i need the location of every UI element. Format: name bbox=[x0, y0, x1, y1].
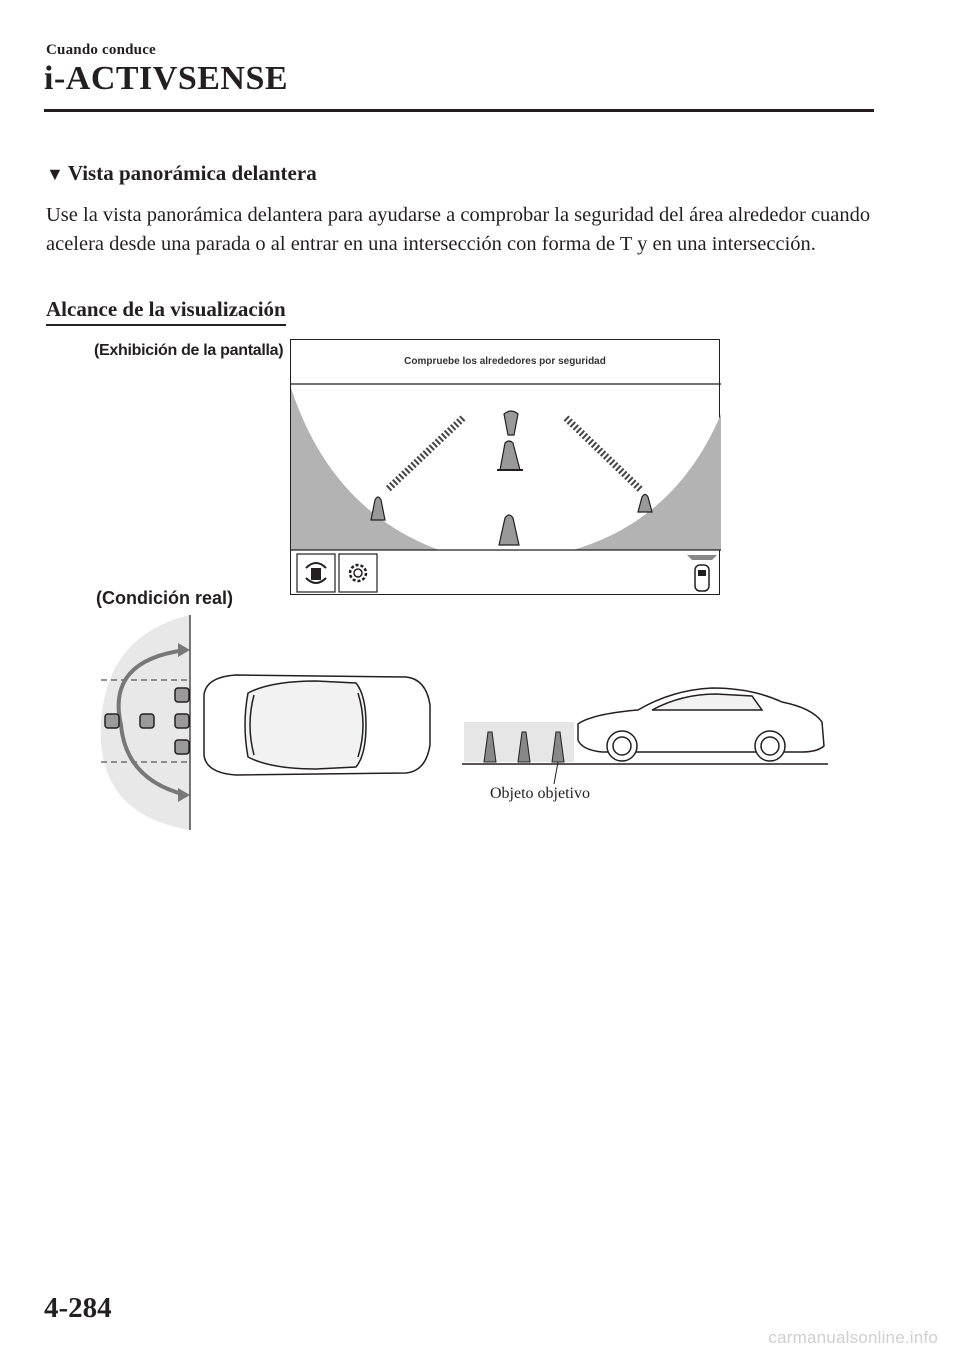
camera-switch-icon[interactable] bbox=[297, 554, 335, 592]
title-divider bbox=[44, 109, 874, 112]
watermark: carmanualsonline.info bbox=[768, 1328, 938, 1347]
triangle-marker-icon: ▼ bbox=[46, 164, 64, 184]
side-view-illustration bbox=[462, 680, 830, 790]
screen-label: (Exhibición de la pantalla) bbox=[94, 342, 284, 359]
car-side-view bbox=[578, 688, 824, 761]
subheading-text: Vista panorámica delantera bbox=[67, 161, 317, 185]
settings-gear-icon[interactable] bbox=[339, 554, 377, 592]
screen-message: Compruebe los alrededores por seguridad bbox=[404, 356, 606, 367]
target-object-caption: Objeto objetivo bbox=[490, 785, 590, 802]
page-number: 4-284 bbox=[44, 1292, 112, 1324]
body-paragraph: Use la vista panorámica delantera para ayudarse a comprobar la seguridad del área alrededor cuando acelera desde una parada o al entrar en una intersección con forma de T y en una intersección. bbox=[46, 204, 871, 255]
chapter-header: Cuando conduce bbox=[46, 42, 156, 58]
car-sensor-icon bbox=[687, 555, 717, 591]
top-view-illustration bbox=[96, 615, 441, 835]
real-condition-label: (Condición real) bbox=[96, 588, 234, 608]
car-top-view bbox=[204, 675, 430, 775]
section-title: i-ACTIVSENSE bbox=[44, 60, 289, 97]
scope-title: Alcance de la visualización bbox=[46, 297, 286, 326]
subheading bbox=[46, 161, 317, 186]
screen-display bbox=[290, 339, 720, 595]
camera-view-illustration bbox=[291, 340, 721, 596]
